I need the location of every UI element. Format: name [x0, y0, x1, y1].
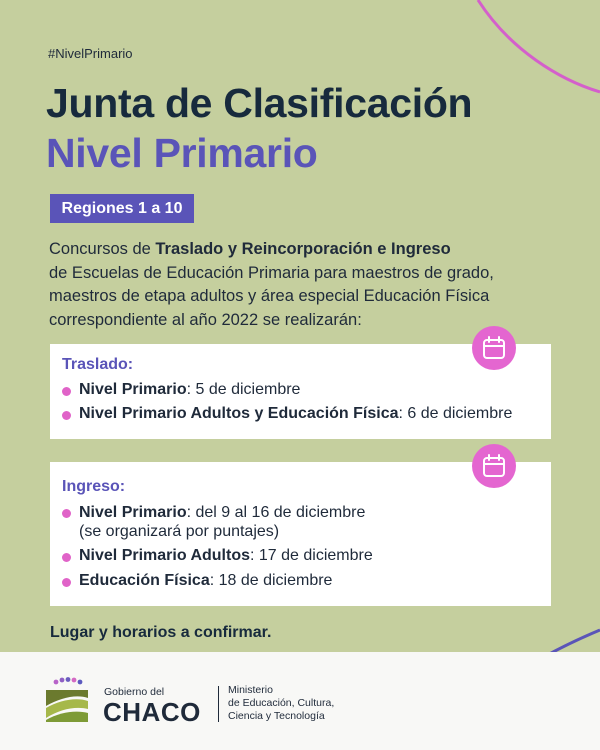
item-label: Nivel Primario Adultos	[79, 547, 250, 564]
item-label: Nivel Primario	[79, 504, 187, 521]
page-title: Junta de Clasificación	[46, 80, 473, 126]
list-item	[62, 572, 332, 590]
item-text: : 5 de diciembre	[186, 381, 301, 398]
item-text: : del 9 al 16 de diciembre	[186, 504, 366, 521]
bullet-dot	[62, 578, 71, 587]
ministerio-line1: Ministerio	[228, 684, 273, 696]
item-text: : 6 de diciembre	[398, 405, 513, 422]
item-label: Educación Física	[79, 572, 210, 589]
intro-prefix: Concursos de	[49, 240, 156, 258]
item-label: Nivel Primario	[79, 381, 187, 398]
bullet-dot	[62, 553, 71, 562]
ingreso-card	[50, 462, 551, 606]
regions-badge: Regiones 1 a 10	[50, 194, 194, 223]
list-item	[62, 503, 365, 541]
bullet-dot	[62, 411, 71, 420]
ministerio-line2: de Educación, Cultura,	[228, 697, 335, 709]
hashtag: #NivelPrimario	[48, 46, 133, 61]
intro-line4: correspondiente al año 2022 se realizarán:	[49, 310, 362, 329]
item-text: : 18 de diciembre	[209, 572, 333, 589]
footer-chaco: CHACO	[103, 697, 201, 727]
chaco-logo-icon	[42, 676, 92, 726]
list-item	[62, 381, 300, 399]
item-label: Nivel Primario Adultos y Educación Física	[79, 405, 399, 422]
footer-ministerio	[228, 684, 334, 723]
footer-note: Lugar y horarios a confirmar.	[50, 624, 272, 641]
intro-line2: de Escuelas de Educación Primaria para maestros de grado,	[49, 263, 494, 282]
bullet-dot	[62, 387, 71, 396]
ingreso-title: Ingreso:	[62, 478, 126, 495]
intro-line3: maestros de etapa adultos y área especial Educación Física	[49, 287, 490, 305]
intro-bold: Traslado y Reincorporación e Ingreso	[155, 240, 451, 258]
list-item	[62, 405, 512, 423]
list-item	[62, 547, 373, 565]
footer-divider	[218, 686, 219, 722]
ministerio-line3: Ciencia y Tecnología	[228, 710, 325, 722]
calendar-icon	[472, 444, 516, 488]
calendar-icon	[472, 326, 516, 370]
item-text: : 17 de diciembre	[250, 547, 373, 564]
bullet-dot	[62, 509, 71, 518]
intro-paragraph	[49, 238, 569, 332]
item-text-secondary: (se organizará por puntajes)	[79, 523, 280, 540]
traslado-title: Traslado:	[62, 356, 134, 373]
footer-gobierno-del: Gobierno del	[104, 686, 165, 698]
page-subtitle: Nivel Primario	[46, 130, 318, 176]
